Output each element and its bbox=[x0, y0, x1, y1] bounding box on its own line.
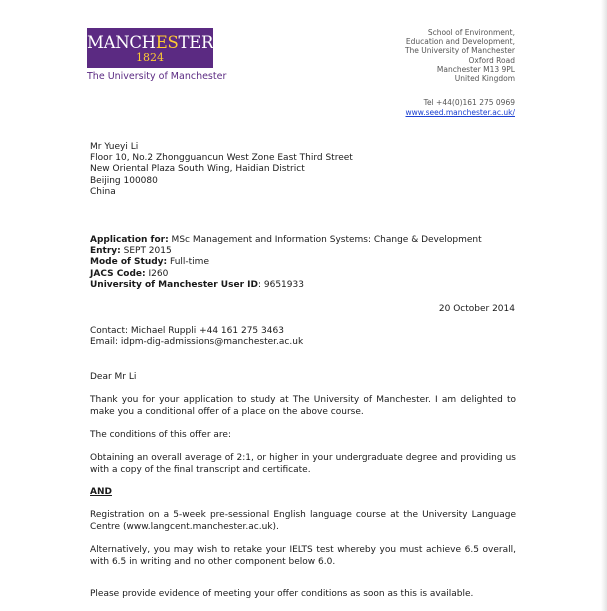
letter-date: 20 October 2014 bbox=[438, 304, 515, 314]
userid-row: University of Manchester User ID: 9651933 bbox=[90, 279, 304, 290]
address-line: The University of Manchester bbox=[404, 46, 515, 56]
address-line: United Kingdom bbox=[454, 74, 515, 84]
recipient-name: Mr Yueyi Li bbox=[90, 142, 139, 152]
entry-row: Entry: SEPT 2015 bbox=[90, 246, 172, 257]
sender-address bbox=[360, 28, 515, 83]
sender-website-link[interactable]: www.seed.manchester.ac.uk/ bbox=[405, 107, 515, 117]
logo-subtitle: The University of Manchester bbox=[87, 71, 227, 82]
paragraph-condition-english: Registration on a 5-week pre-sessional English language course at the University Language Centre (www.langcent.manchester.ac.uk). bbox=[90, 510, 516, 532]
paragraph-condition-degree: Obtaining an overall average of 2:1, or higher in your undergraduate degree and providing us with a copy of the final transcript and certificate. bbox=[90, 453, 516, 475]
paragraph-conditions-heading: The conditions of this offer are: bbox=[90, 430, 231, 440]
address-line: Oxford Road bbox=[468, 55, 515, 65]
mode-row: Mode of Study: Full-time bbox=[90, 257, 209, 268]
and-separator: AND bbox=[90, 487, 112, 497]
logo-wordmark: MANCHESTER bbox=[87, 33, 214, 52]
salutation: Dear Mr Li bbox=[90, 372, 137, 382]
paragraph-intro: Thank you for your application to study at The University of Manchester. I am delighted to make you a conditional offer of a place on the above course. bbox=[90, 395, 516, 417]
jacs-row: JACS Code: I260 bbox=[90, 268, 169, 279]
recipient-line: China bbox=[90, 186, 116, 197]
recipient-line: New Oriental Plaza South Wing, Haidian District bbox=[90, 164, 305, 175]
paragraph-ielts-alternative: Alternatively, you may wish to retake your IELTS test whereby you must achieve 6.5 overall, with 6.5 in writing and no other component below 6.0. bbox=[90, 545, 516, 567]
sender-phone: Tel +44(0)161 275 0969 bbox=[423, 98, 515, 107]
logo-year: 1824 bbox=[136, 51, 164, 64]
contact-block bbox=[90, 326, 303, 348]
contact-email: Email: idpm-dig-admissions@manchester.ac.uk bbox=[90, 337, 304, 348]
recipient-line: Floor 10, No.2 Zhongguancun West Zone East Third Street bbox=[90, 153, 353, 164]
recipient-address bbox=[90, 142, 353, 198]
address-line: School of Environment, bbox=[427, 28, 515, 37]
address-line: Education and Development, bbox=[405, 37, 515, 47]
contact-person: Contact: Michael Ruppli +44 161 275 3463 bbox=[90, 326, 284, 336]
page-edge-shadow bbox=[601, 0, 607, 611]
recipient-line: Beijing 100080 bbox=[90, 175, 158, 186]
application-row: Application for: MSc Management and Information Systems: Change & Development bbox=[90, 235, 482, 245]
university-logo bbox=[87, 28, 213, 68]
address-line: Manchester M13 9PL bbox=[436, 64, 515, 74]
application-details bbox=[90, 235, 482, 291]
paragraph-evidence: Please provide evidence of meeting your offer conditions as soon as this is available. bbox=[90, 589, 474, 599]
sender-contact bbox=[360, 98, 515, 117]
